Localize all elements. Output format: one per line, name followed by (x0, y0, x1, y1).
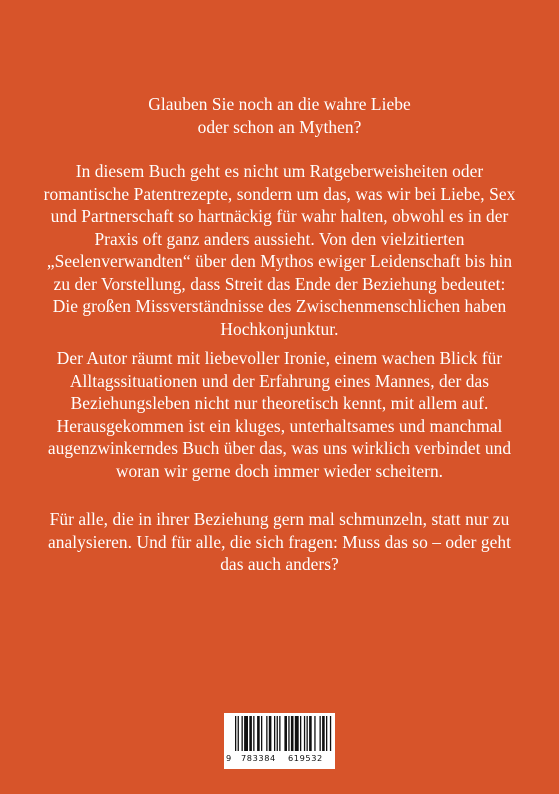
barcode-bar (300, 716, 301, 751)
blurb-line: das auch anders? (220, 554, 339, 574)
barcode-bar (277, 716, 278, 751)
barcode-bar (235, 716, 236, 751)
blurb-paragraph-2 (40, 347, 519, 482)
blurb-line: Alltagssituationen und der Erfahrung eines Mannes, der das (69, 370, 490, 391)
barcode-bar (242, 716, 243, 751)
blurb-paragraph-1 (40, 160, 519, 340)
blurb-line: augenzwinkerndes Buch über das, was uns wirklich verbindet und (47, 438, 512, 458)
barcode-bar (309, 716, 312, 751)
barcode-bar (269, 716, 272, 751)
barcode-bar (257, 716, 260, 751)
barcode-bar (307, 716, 308, 751)
blurb-line: „Seelenverwandten“ über den Mythos ewiger Leidenschaft bis hin (46, 251, 513, 271)
barcode-bar (261, 716, 262, 751)
barcode-bar (279, 716, 280, 751)
barcode-bars (224, 713, 335, 757)
blurb-line: In diesem Buch geht es nicht um Ratgeberweisheiten oder (75, 161, 484, 181)
blurb-line: Für alle, die in ihrer Beziehung gern mal schmunzeln, statt nur zu (49, 509, 510, 529)
blurb-line: romantische Patentrezepte, sondern um das, was wir bei Liebe, Sex (43, 183, 516, 204)
barcode-bar (253, 716, 254, 751)
blurb-line: und Partnerschaft so hartnäckig für wahr halten, obwohl es in der (50, 206, 509, 226)
blurb-line: Glauben Sie noch an die wahre Liebe (148, 94, 411, 114)
blurb-paragraph-3 (40, 508, 519, 576)
blurb-line: Beziehungsleben nicht nur theoretisch kennt, mit allem auf. (70, 393, 489, 413)
barcode-bar (274, 716, 275, 751)
blurb-line: Der Autor räumt mit liebevoller Ironie, einem wachen Blick für (56, 348, 503, 368)
barcode-bar (249, 716, 252, 751)
barcode-bar (326, 716, 327, 751)
blurb-line: Herausgekommen ist ein kluges, unterhaltsames und manchmal (56, 415, 503, 436)
blurb-line: Hochkonjunktur. (220, 318, 339, 339)
barcode-right-digits: 619532 (288, 753, 323, 763)
blurb-line: woran wir gerne doch immer wieder scheitern. (115, 460, 444, 481)
barcode-bar (266, 716, 267, 751)
blurb-line: zu der Vorstellung, dass Streit das Ende der Beziehung bedeutet: (53, 273, 506, 294)
blurb-line: Die großen Missverständnisse des Zwischenmenschlichen haben (52, 296, 507, 316)
barcode-bar (244, 716, 248, 751)
barcode-digits (224, 752, 335, 766)
blurb-intro (40, 93, 519, 138)
barcode-bar (322, 716, 325, 751)
barcode-bar (320, 716, 321, 751)
blurb-line: oder schon an Mythen? (197, 116, 362, 137)
isbn-barcode (224, 713, 335, 769)
barcode-left-digits: 783384 (241, 753, 276, 763)
barcode-bar (330, 716, 331, 751)
blurb-line: analysieren. Und für alle, die sich fragen: Muss das so – oder geht (47, 531, 512, 552)
barcode-lead-digit: 9 (226, 753, 232, 763)
barcode-bar (314, 716, 315, 751)
barcode-bar (291, 716, 294, 751)
barcode-bar (238, 716, 239, 751)
barcode-bar (304, 716, 305, 751)
barcode-bar (284, 716, 287, 751)
barcode-bar (288, 716, 289, 751)
blurb-line: Praxis oft ganz anders aussieht. Von den vielzitierten (94, 228, 465, 249)
barcode-bar (295, 716, 299, 751)
